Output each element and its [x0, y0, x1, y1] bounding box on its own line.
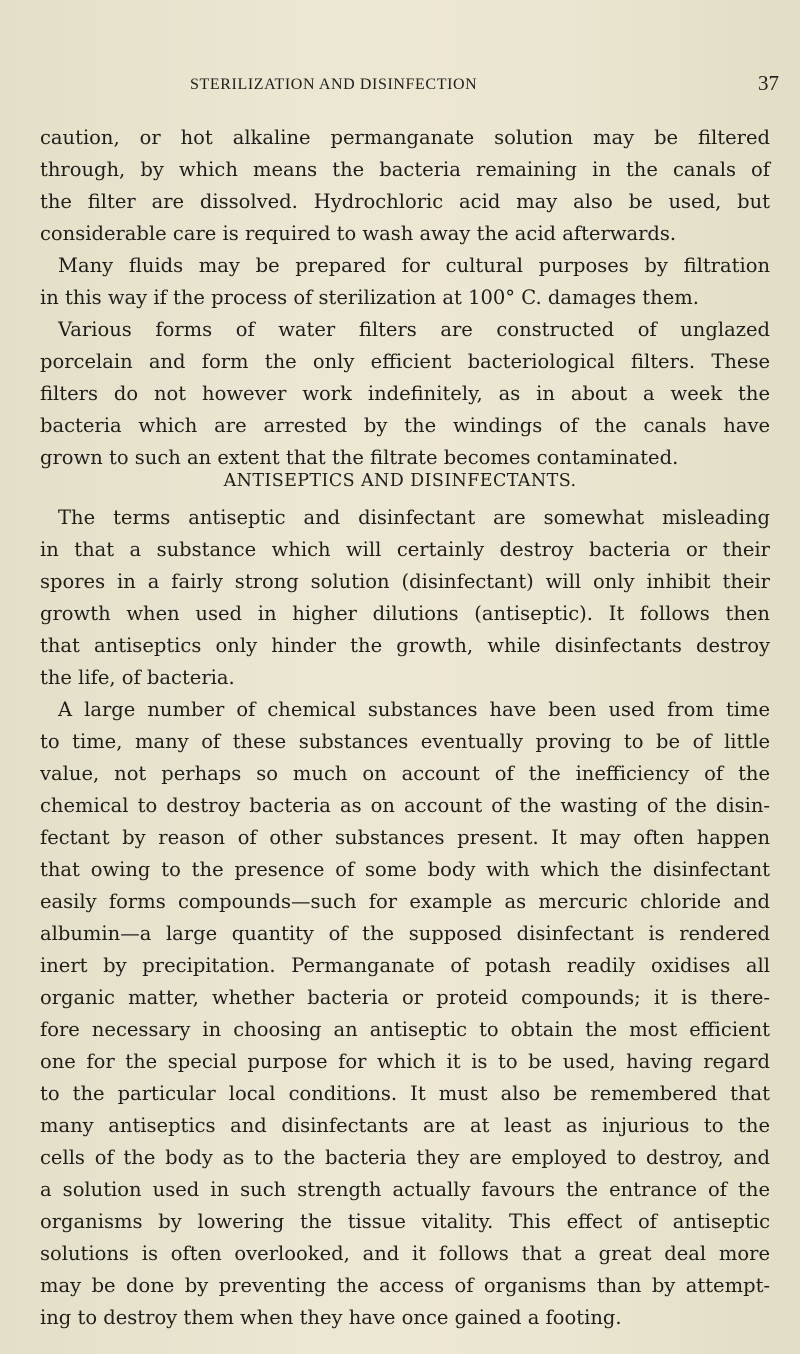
text-line: the filter are dissolved. Hydrochloric acid may also be used, but — [40, 190, 770, 213]
text-line: Many fluids may be prepared for cultural purposes by filtration — [58, 254, 770, 277]
text-line: easily forms compounds—such for example as mercuric chloride and — [40, 890, 770, 913]
text-line: a solution used in such strength actually favours the entrance of the — [40, 1178, 770, 1201]
text-line: fore necessary in choosing an antiseptic to obtain the most efficient — [40, 1018, 770, 1041]
text-line: to time, many of these substances eventually proving to be of little — [40, 730, 770, 753]
text-line: organisms by lowering the tissue vitality. This effect of antiseptic — [40, 1210, 770, 1233]
text-line: through, by which means the bacteria remaining in the canals of — [40, 158, 770, 181]
text-line: caution, or hot alkaline permanganate solution may be filtered — [40, 126, 770, 149]
text-line: considerable care is required to wash away the acid afterwards. — [40, 222, 677, 245]
text-line: to the particular local conditions. It must also be remembered that — [40, 1082, 770, 1105]
text-line: growth when used in higher dilutions (antiseptic). It follows then — [40, 602, 770, 625]
text-line: inert by precipitation. Permanganate of potash readily oxidises all — [40, 954, 770, 977]
text-line: cells of the body as to the bacteria they are employed to destroy, and — [40, 1146, 770, 1169]
text-line: bacteria which are arrested by the windings of the canals have — [40, 414, 770, 437]
text-line: the life, of bacteria. — [40, 666, 235, 689]
text-line: spores in a fairly strong solution (disinfectant) will only inhibit their — [40, 570, 770, 593]
text-line: A large number of chemical substances have been used from time — [58, 698, 770, 721]
section-heading: ANTISEPTICS AND DISINFECTANTS. — [223, 471, 577, 491]
text-line: organic matter, whether bacteria or proteid compounds; it is there- — [40, 986, 770, 1009]
text-line: in that a substance which will certainly destroy bacteria or their — [40, 538, 770, 561]
text-line: grown to such an extent that the filtrate becomes contaminated. — [40, 446, 679, 469]
text-line: solutions is often overlooked, and it follows that a great deal more — [40, 1242, 770, 1265]
running-head: STERILIZATION AND DISINFECTION — [190, 76, 478, 93]
page-number: 37 — [758, 71, 779, 95]
text-line: fectant by reason of other substances present. It may often happen — [40, 826, 770, 849]
text-line: value, not perhaps so much on account of the inefficiency of the — [40, 762, 770, 785]
text-line: ing to destroy them when they have once gained a footing. — [40, 1306, 622, 1329]
text-line: may be done by preventing the access of organisms than by attempt- — [40, 1274, 770, 1297]
text-line: Various forms of water filters are constructed of unglazed — [58, 318, 770, 341]
text-line: albumin—a large quantity of the supposed disinfectant is rendered — [40, 922, 770, 945]
text-line: that owing to the presence of some body with which the disinfectant — [40, 858, 770, 881]
text-line: filters do not however work indefinitely, as in about a week the — [40, 382, 770, 405]
text-line: chemical to destroy bacteria as on account of the wasting of the disin- — [40, 794, 770, 817]
text-line: porcelain and form the only efficient bacteriological filters. These — [40, 350, 770, 373]
text-line: one for the special purpose for which it is to be used, having regard — [40, 1050, 770, 1073]
text-line: The terms antiseptic and disinfectant are somewhat misleading — [58, 506, 770, 529]
text-line: many antiseptics and disinfectants are at least as injurious to the — [40, 1114, 770, 1137]
text-line: that antiseptics only hinder the growth, while disinfectants destroy — [40, 634, 770, 657]
text-line: in this way if the process of sterilization at 100° C. damages them. — [40, 286, 699, 309]
